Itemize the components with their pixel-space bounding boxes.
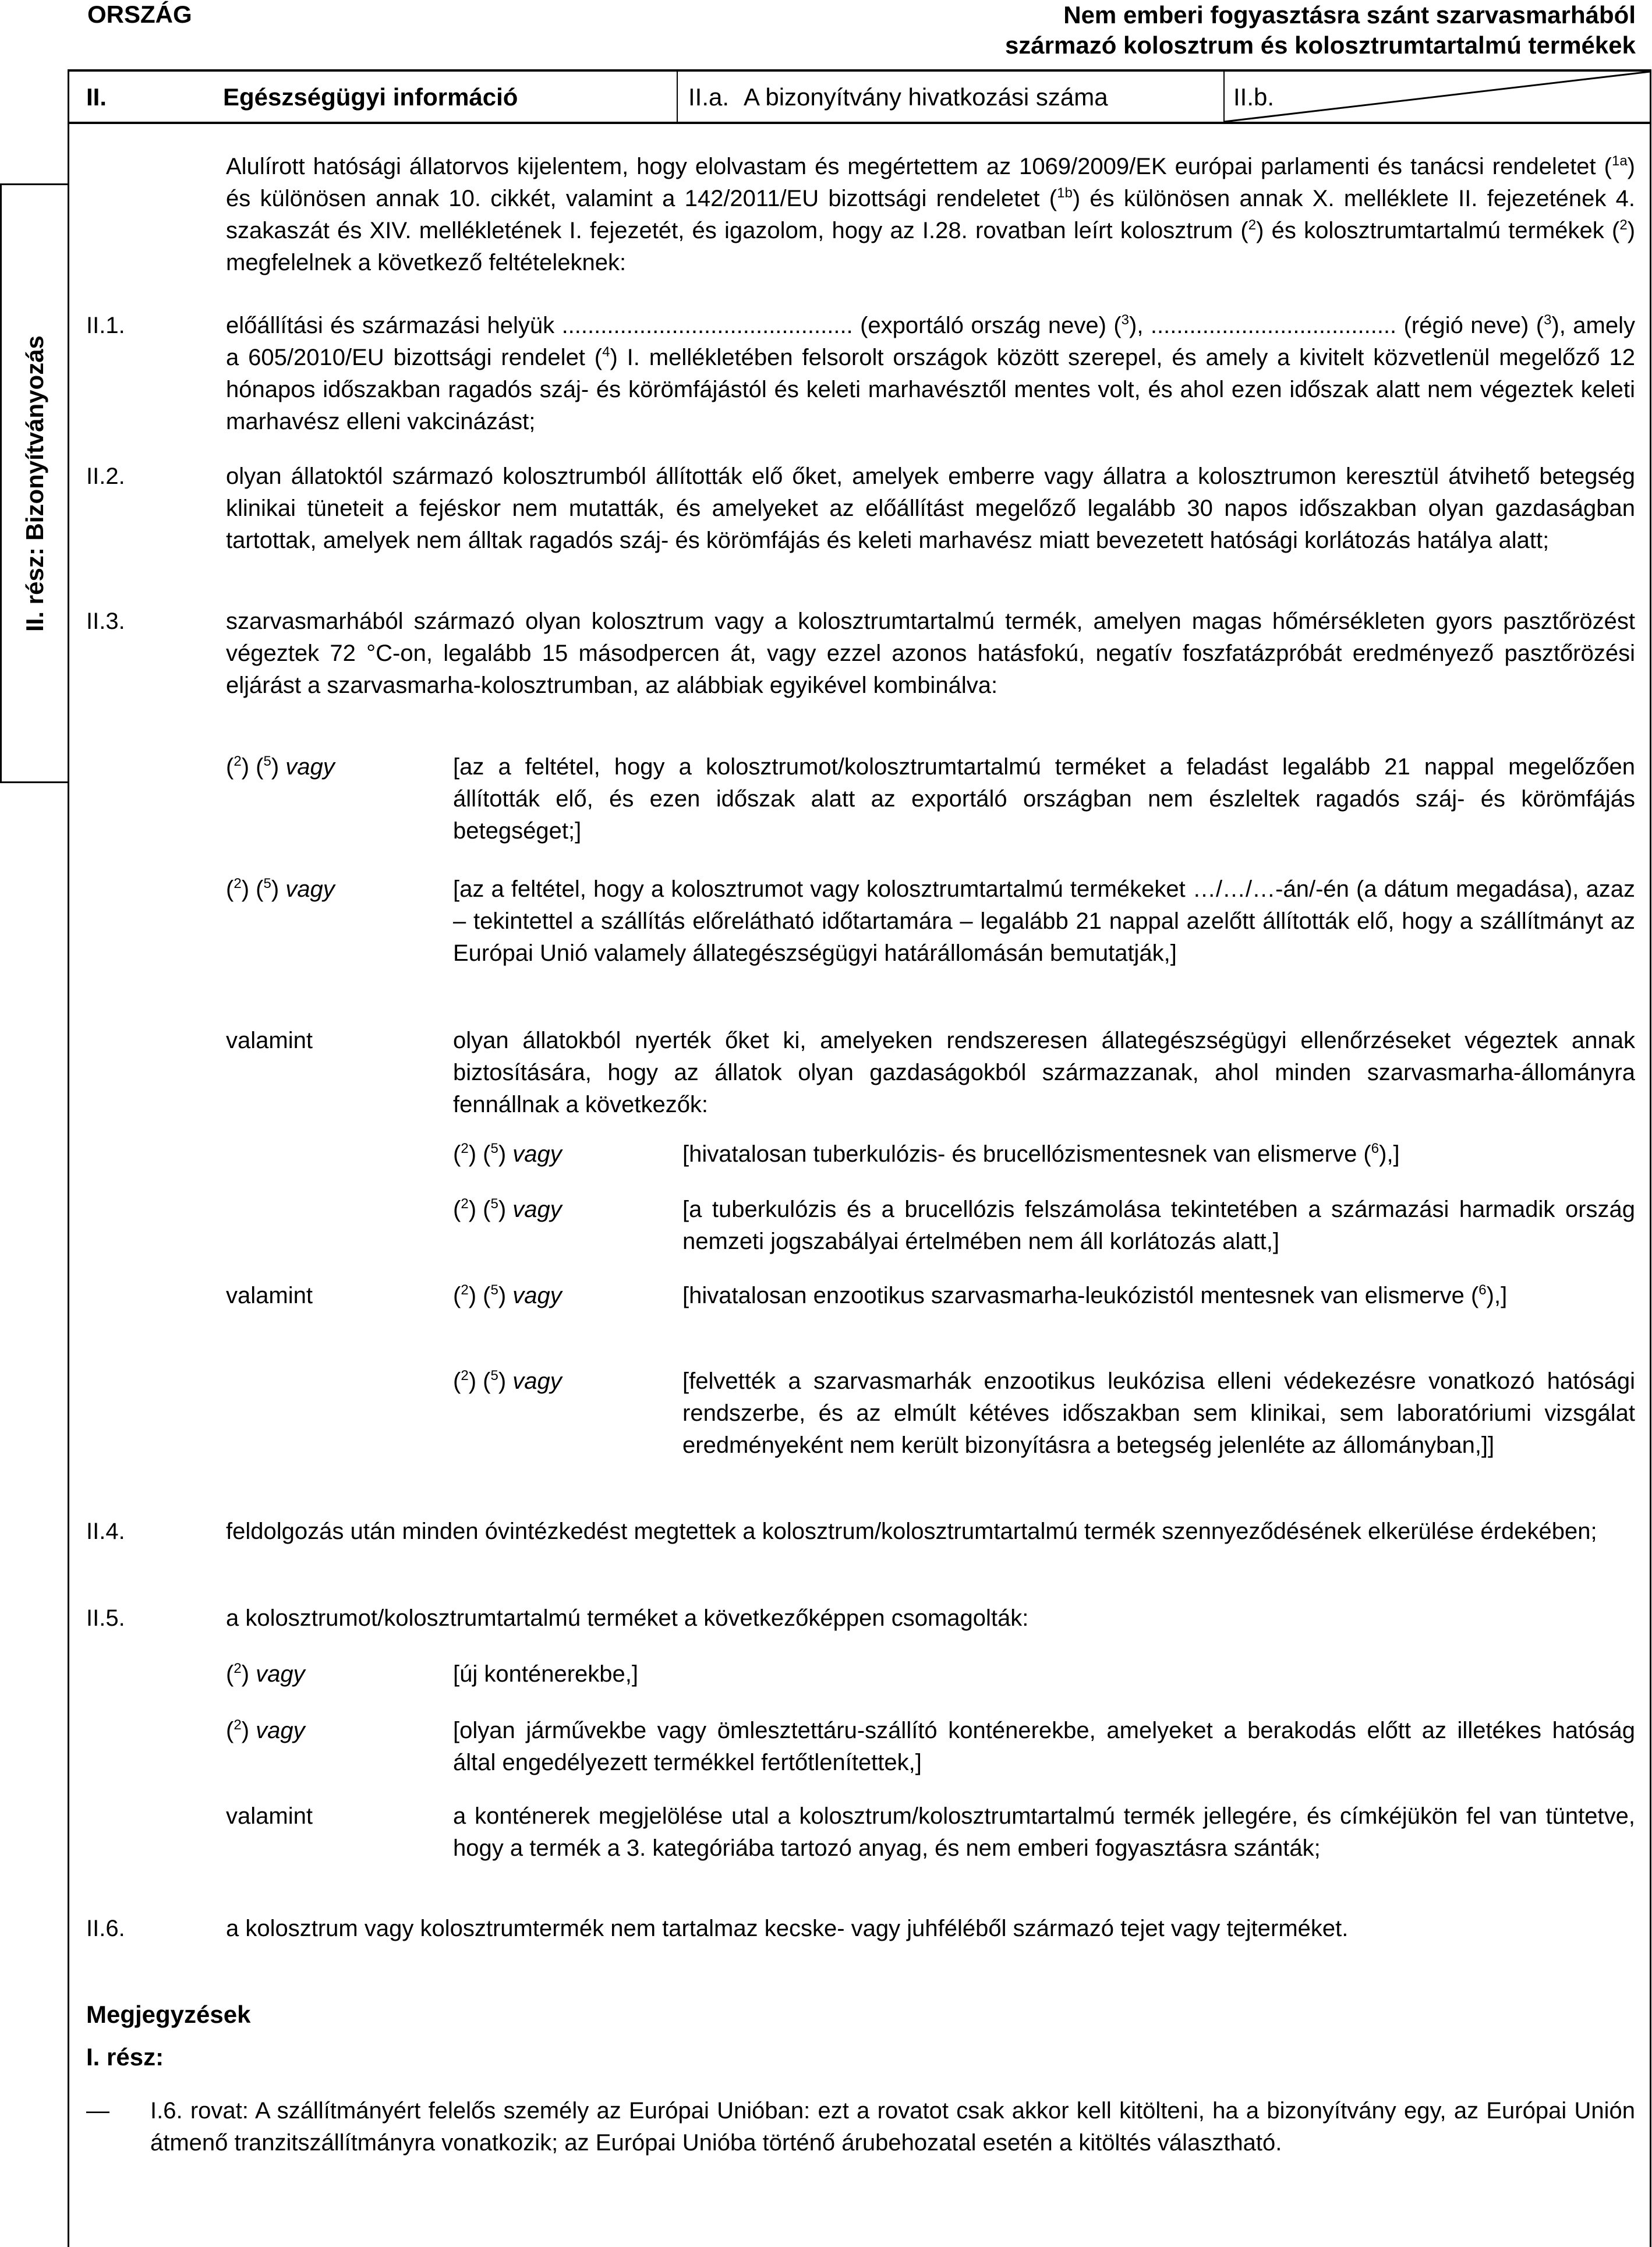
- item-text-ii-4: feldolgozás után minden óvintézkedést megtettek a kolosztrum/kolosztrumtartalmú termék szennyeződésének elkerülése érdekében;: [226, 1519, 1597, 1544]
- option-text: a konténerek megjelölése utal a kolosztrum/kolosztrumtartalmú termék jellegére, és címkéjükön fel van tüntetve, hogy a termék a 3. kategóriába tartozó anyag, és nem emberi fogyasztásra szánták;: [453, 1803, 1635, 1861]
- iib-label: II.b.: [1233, 83, 1275, 111]
- option-marker: ($^2$) vagy: [226, 1661, 305, 1687]
- item-text-ii-3: szarvasmarhából származó olyan kolosztrum vagy a kolosztrumtartalmú termék, amelyen magas hőmérsékleten gyors pasztőrözést végeztek 72 °C-on, legalább 15 másodpercen át, vagy ezzel azonos hatásfokú, negatív foszfatázpróbát eredményező pasztőrözési eljárást a szarvasmarha-kolosztrumban, az alábbiak egyikével kombinálva:: [226, 608, 1635, 698]
- iib-cell: [1233, 72, 1350, 122]
- reference-number-code: II.a.: [688, 83, 730, 111]
- option-marker: ($^2$) ($^5$) vagy: [226, 753, 335, 780]
- item-number: II.4.: [86, 1519, 125, 1544]
- item-text-ii-2: olyan állatoktól származó kolosztrumból állították elő őket, amelyek emberre vagy állatra a kolosztrumon keresztül átvihető betegség klinikai tüneteit a fejéskor nem mutatták, és amelyeket az előállítást megelőző legalább 30 napos időszakban olyan gazdaságban tartottak, amelyek nem álltak ragadós száj- és körömfájás és keleti marhavész miatt bevezetett hatósági korlátozás hatálya alatt;: [226, 463, 1635, 553]
- sidebar-part-label: II. rész: Bizonyítványozás: [20, 335, 48, 632]
- nested-option-text: [hivatalosan tuberkulózis- és brucellózismentesnek van elismerve ($^6$),]: [682, 1141, 1400, 1167]
- item-number: II.3.: [86, 608, 125, 634]
- note-bullet: —: [86, 2098, 109, 2124]
- document-title-line1: Nem emberi fogyasztásra szánt szarvasmarhából: [1063, 1, 1636, 29]
- option-marker: ($^2$) vagy: [226, 1717, 305, 1743]
- reference-number-label: A bizonyítvány hivatkozási száma: [744, 83, 1108, 111]
- section-number: II.: [86, 83, 107, 111]
- option-text: [az a feltétel, hogy a kolosztrumot vagy kolosztrumtartalmú termékeket …/…/…-án/-én (a dátum megadása), azaz – tekintettel a szállítás előrelátható időtartamára – legalább 21 nappal azelőtt állították elő, hogy a szállítmányt az Európai Unió valamely állategészségügyi határállomásán bemutatják,]: [453, 876, 1635, 966]
- item-number: II.1.: [86, 313, 125, 338]
- section-title-cell: [86, 72, 674, 122]
- document-title: [1005, 0, 1636, 61]
- option-text: olyan állatokból nyerték őket ki, amelyeken rendszeresen állategészségügyi ellenőrzéseket végeztek annak biztosítására, hogy az állatok olyan gazdaságokból származzanak, ahol minden szarvasmarha-állományra fennállnak a következők:: [453, 1028, 1635, 1117]
- frame-right-border: [1650, 69, 1651, 2247]
- section-label: Egészségügyi információ: [223, 83, 518, 111]
- country-label: ORSZÁG: [87, 1, 192, 28]
- cell-divider: [677, 72, 678, 122]
- option-label-valamint: valamint: [226, 1283, 313, 1308]
- option-marker: ($^2$) ($^5$) vagy: [453, 1196, 562, 1222]
- nested-option-text: [a tuberkulózis és a brucellózis felszámolása tekintetében a származási harmadik ország nemzeti jogszabályai értelmében nem áll korlátozás alatt,]: [682, 1197, 1635, 1254]
- nested-option-text: [felvették a szarvasmarhák enzootikus leukózisa elleni védekezésre vonatkozó hatósági rendszerbe, és az elmúlt kétéves időszakban sem klinikai, sem laboratóriumi vizsgálat eredményeként nem került bizonyításra a betegség jelenléte az állományban,]]: [682, 1368, 1635, 1458]
- item-number: II.2.: [86, 463, 125, 489]
- option-text: [az a feltétel, hogy a kolosztrumot/kolosztrumtartalmú terméket a feladást legalább 21 nappal megelőzően állították elő, és ezen időszak alatt az exportáló országban nem észleltek ragadós száj- és körömfájás betegséget;]: [453, 754, 1635, 844]
- note-text: I.6. rovat: A szállítmányért felelős személy az Európai Unióban: ezt a rovatot csak akkor kell kitölteni, ha a bizonyítvány egy, az Európai Unión átmenő tranzitszállítmányra vonatkozik; az Európai Unióba történő árubehozatal esetén a kitöltés választható.: [150, 2098, 1635, 2156]
- option-text: [olyan járművekbe vagy ömlesztettáru-szállító konténerekbe, amelyeket a berakodás előtt az illetékes hatóság által engedélyezett termékkel fertőtlenítettek,]: [453, 1718, 1635, 1775]
- section-header-table: [69, 69, 1650, 124]
- intro-paragraph: Alulírott hatósági állatorvos kijelentem, hogy elolvastam és megértettem az 1069/2009/EK európai parlamenti és tanácsi rendeletet ($^{1a}$) és különösen annak 10. cikkét, valamint a 142/2011/EU bizottsági rendeletet ($^{1b}$) és különösen annak X. melléklete II. fejezetének 4. szakaszát és XIV. mellékletének I. fejezetét, és igazolom, hogy az I.28. rovatban leírt kolosztrum ($^2$) és kolosztrumtartalmú termékek ($^2$) megfelelnek a következő feltételeknek:: [226, 153, 1636, 275]
- document-title-line2: származó kolosztrum és kolosztrumtartalmú termékek: [1004, 31, 1636, 59]
- option-text: [új konténerekbe,]: [453, 1661, 638, 1687]
- sidebar-part-label-box: [0, 183, 69, 783]
- item-text-ii-6: a kolosztrum vagy kolosztrumtermék nem tartalmaz kecske- vagy juhféléből származó tejet vagy tejterméket.: [226, 1916, 1349, 1941]
- option-label-valamint: valamint: [226, 1803, 313, 1829]
- item-text-ii-5: a kolosztrumot/kolosztrumtartalmú terméket a következőképpen csomagolták:: [226, 1605, 1029, 1631]
- notes-part-label: I. rész:: [86, 2043, 164, 2071]
- option-label-valamint: valamint: [226, 1028, 313, 1053]
- nested-option-text: [hivatalosan enzootikus szarvasmarha-leukózistól mentesnek van elismerve ($^6$),]: [682, 1282, 1508, 1308]
- option-marker: ($^2$) ($^5$) vagy: [453, 1141, 562, 1167]
- option-marker: ($^2$) ($^5$) vagy: [453, 1368, 562, 1394]
- notes-title: Megjegyzések: [86, 2001, 251, 2028]
- item-number: II.5.: [86, 1605, 125, 1631]
- item-text-ii-1: előállítási és származási helyük ............................................. (exportáló ország neve) ($^3$), ...................................... (régió neve) ($^3$), amely a 605/2010/EU bizottsági rendelet ($^4$) I. mellékletében felsorolt országok között szerepel, és amely a kivitelt közvetlenül megelőző 12 hónapos időszakban ragadós száj- és körömfájástól és keleti marhavésztől mentes volt, és ahol ezen időszak alatt nem végeztek keleti marhavész elleni vakcinázást;: [226, 312, 1635, 434]
- option-marker: ($^2$) ($^5$) vagy: [453, 1282, 562, 1308]
- option-marker: ($^2$) ($^5$) vagy: [226, 876, 335, 902]
- item-number: II.6.: [86, 1916, 125, 1941]
- reference-number-cell: [688, 72, 1212, 122]
